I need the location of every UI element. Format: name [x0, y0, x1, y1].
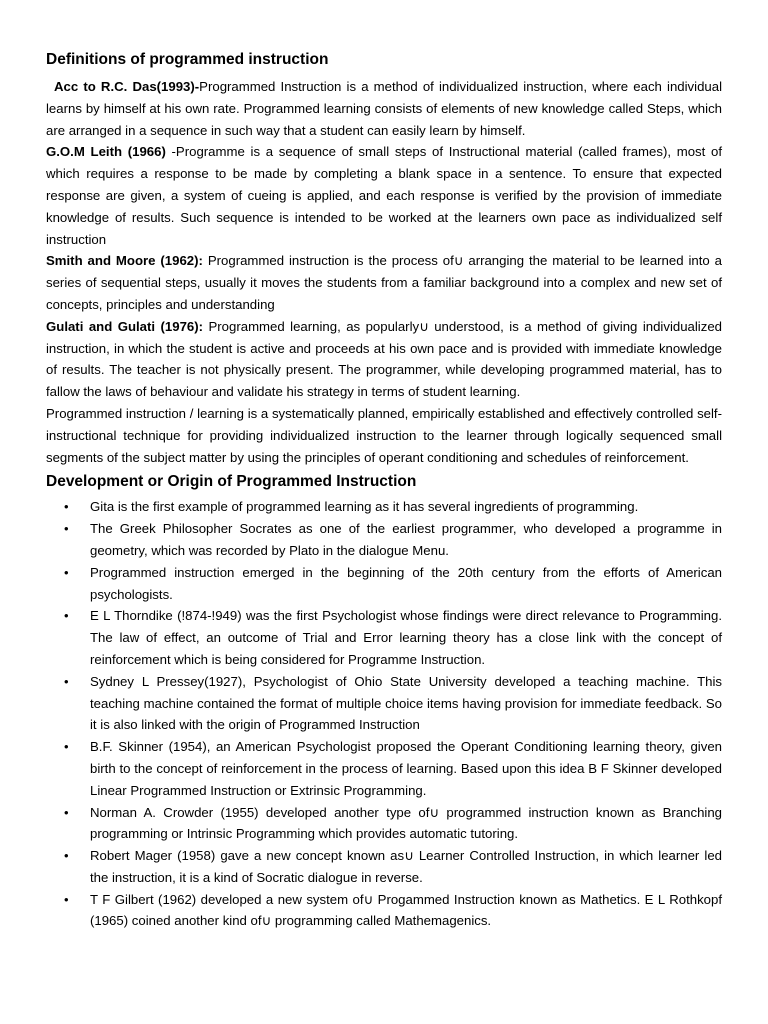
list-item — [46, 845, 722, 889]
list-item-text: Gita is the first example of programmed learning as it has several ingredients of programming. — [90, 499, 639, 515]
list-item-text: The Greek Philosopher Socrates as one of the earliest programmer, who developed a programme in geometry, which was recorded by Plato in the dialogue Menu. — [90, 521, 722, 558]
origin-list — [46, 496, 722, 932]
definition-text: Programmed learning, as popularly∪ understood, is a method of giving individualized instruction, in which the student is active and proceeds at his own pace and is provided with immediate knowledge of results. The teacher is not physically present. The programmer, while developing programmed material, has to fallow the laws of behaviour and validate his strategy in terms of student learning. — [46, 318, 723, 400]
bullet-icon: • — [64, 848, 69, 864]
list-item — [46, 605, 722, 670]
bullet-icon: • — [64, 739, 69, 755]
section-heading-definitions: Definitions of programmed instruction — [46, 51, 329, 68]
definition-text: Programmed instruction is the process of∪ arranging the material to be learned into a series of sequential steps, usually it moves the students from a familiar background into a complex and new set of concepts, principles and understanding — [46, 253, 722, 312]
list-item — [46, 496, 722, 518]
definition-author: Smith and Moore (1962): — [46, 253, 203, 269]
definition-author: Acc to R.C. Das(1993)- — [54, 79, 200, 94]
section-heading-origin: Development or Origin of Programmed Instruction — [46, 473, 417, 491]
definition-gulati — [46, 316, 722, 403]
definition-author: G.O.M Leith (1966) — [46, 144, 166, 160]
definition-das — [46, 76, 722, 141]
list-item-text: E L Thorndike (!874-!949) was the first Psychologist whose findings were direct relevance to Programming. The law of effect, an outcome of Trial and Error learning theory has a close link with the concept of reinforcement which is being considered for Programme Instruction. — [90, 608, 722, 667]
bullet-icon: • — [64, 521, 69, 537]
bullet-icon: • — [64, 499, 69, 515]
definition-text: Programmed Instruction is a method of individualized instruction, where each individual learns by himself at his own rate. Programmed learning consists of elements of new knowledge called Steps, which are arranged in a sequence in such way that a student can easily learn by himself. — [46, 79, 722, 138]
definition-smith-moore — [46, 250, 722, 315]
list-item — [46, 562, 722, 606]
bullet-icon: • — [64, 804, 69, 820]
bullet-icon: • — [64, 673, 69, 689]
bullet-icon: • — [64, 564, 69, 580]
list-item — [46, 889, 722, 933]
list-item — [46, 736, 722, 801]
definition-author: Gulati and Gulati (1976): — [46, 318, 204, 334]
summary-paragraph: Programmed instruction / learning is a systematically planned, empirically established and effectively controlled self-instructional technique for providing individualized instruction to the learner through logically sequenced small segments of the subject matter by using the principles of operant conditioning and schedules of reinforcement. — [46, 405, 722, 465]
list-item — [46, 671, 722, 736]
definition-leith — [46, 141, 722, 250]
bullet-icon: • — [64, 891, 69, 907]
list-item-text: Norman A. Crowder (1955) developed another type of∪ programmed instruction known as Branching programming or Intrinsic Programming which provides automatic tutoring. — [90, 804, 722, 842]
list-item-text: Programmed instruction emerged in the beginning of the 20th century from the efforts of American psychologists. — [90, 564, 722, 602]
list-item-text: T F Gilbert (1962) developed a new system of∪ Progammed Instruction known as Mathetics. E L Rothkopf (1965) coined another kind of∪ programming called Mathemagenics. — [90, 891, 722, 929]
list-item-text: Robert Mager (1958) gave a new concept known as∪ Learner Controlled Instruction, in which learner led the instruction, it is a kind of Socratic dialogue in reverse. — [90, 848, 722, 885]
bullet-icon: • — [64, 608, 69, 624]
definition-text: -Programme is a sequence of small steps of Instructional material (called frames), most of which requires a response to be made by completing a blank space in a sentence. To ensure that expected response are given, a system of cueing is applied, and each response is verified by the provision of immediate knowledge of results. Such sequence is intended to be worked at the learners own pace as individualized self instruction — [46, 144, 722, 247]
list-item — [46, 802, 722, 846]
list-item-text: Sydney L Pressey(1927), Psychologist of Ohio State University developed a teaching machine. This teaching machine contained the format of multiple choice items having provision for immediate feedback. So it is also linked with the origin of Programmed Instruction — [90, 673, 722, 733]
list-item — [46, 518, 722, 562]
list-item-text: B.F. Skinner (1954), an American Psychologist proposed the Operant Conditioning learning theory, given birth to the concept of reinforcement in the process of learning. Based upon this idea B F Skinner developed Linear Programmed Instruction or Extrinsic Programming. — [90, 739, 722, 798]
